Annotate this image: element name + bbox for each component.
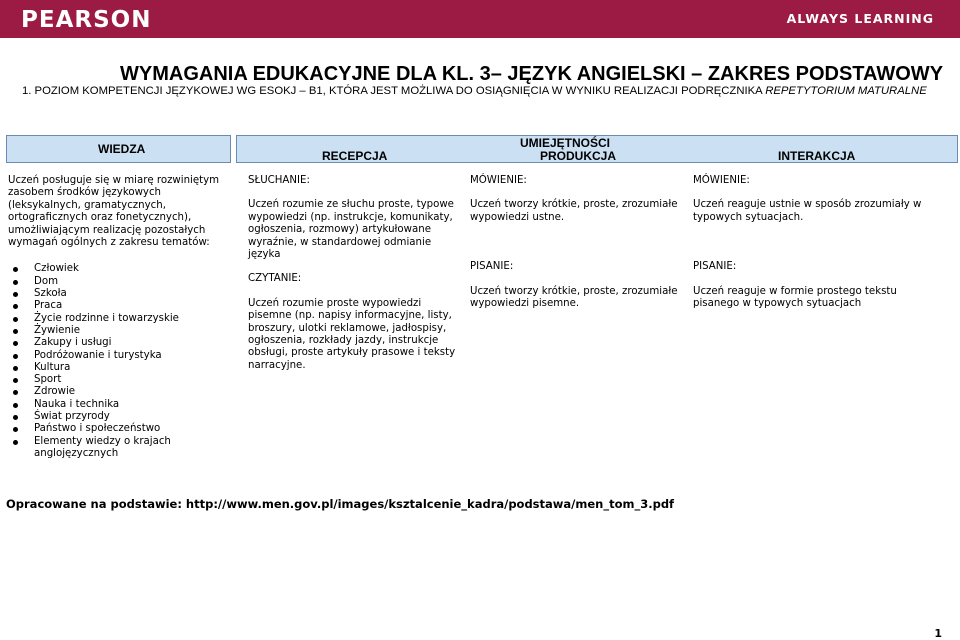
list-item: Elementy wiedzy o krajach anglojęzycznych — [8, 436, 208, 461]
header-umiejetnosci: UMIEJĘTNOŚCI — [520, 136, 611, 150]
page-number: 1 — [934, 627, 942, 640]
produkcja-column — [470, 175, 682, 310]
list-item: Nauka i technika — [8, 399, 208, 411]
interakcja-column — [693, 175, 929, 310]
list-item: Szkoła — [8, 288, 208, 300]
pisanie-interakcja-text: Uczeń reaguje w formie prostego tekstu pisanego w typowych sytuacjach — [693, 285, 897, 310]
subtitle-italic: REPETYTORIUM MATURALNE — [765, 85, 927, 97]
source-footer: Opracowane na podstawie: http://www.men.gov.pl/images/ksztalcenie_kadra/podstawa/men_tom_3.pdf — [6, 497, 675, 511]
mowienie-interakcja-heading: MÓWIENIE: — [693, 175, 750, 186]
header-recepcja: RECEPCJA — [322, 149, 388, 163]
list-item: Życie rodzinne i towarzyskie — [8, 313, 208, 325]
subtitle-text: 1. POZIOM KOMPETENCJI JĘZYKOWEJ WG ESOKJ – B1, KTÓRA JEST MOŻLIWA DO OSIĄGNIĘCIA W WYNIKU REALIZACJI PODRĘCZNIKA — [22, 85, 763, 97]
recepcja-column — [248, 175, 458, 372]
pisanie-text: Uczeń tworzy krótkie, proste, zrozumiałe wypowiedzi pisemne. — [470, 285, 678, 310]
list-item: Sport — [8, 374, 208, 386]
pisanie-heading: PISANIE: — [470, 261, 514, 273]
always-learning-tagline: ALWAYS LEARNING — [786, 11, 934, 26]
mowienie-text: Uczeń tworzy krótkie, proste, zrozumiałe wypowiedzi ustne. — [470, 199, 678, 223]
pearson-logo: PEARSON — [21, 7, 152, 33]
list-item: Żywienie — [8, 325, 208, 337]
list-item: Podróżowanie i turystyka — [8, 350, 208, 362]
list-item: Człowiek — [8, 263, 208, 275]
list-item: Dom — [8, 276, 208, 288]
pisanie-interakcja-heading: PISANIE: — [693, 261, 737, 273]
list-item: Państwo i społeczeństwo — [8, 423, 208, 435]
list-item: Praca — [8, 300, 208, 312]
header-produkcja: PRODUKCJA — [540, 149, 617, 163]
mowienie-interakcja-text: Uczeń reaguje ustnie w sposób zrozumiały w typowych sytuacjach. — [693, 199, 922, 223]
list-item: Świat przyrody — [8, 411, 208, 423]
sluchanie-text: Uczeń rozumie ze słuchu proste, typowe wypowiedzi (np. instrukcje, komunikaty, ogłoszenia, rozmowy) artykułowane wyraźnie, w standardowej odmianie języka — [248, 199, 454, 261]
list-item: Zakupy i usługi — [8, 337, 208, 349]
czytanie-text: Uczeń rozumie proste wypowiedzi pisemne (np. napisy informacyjne, listy, broszury, ulotki reklamowe, jadłospisy, ogłoszenia, rozkłady jazdy, instrukcje obsługi, proste artykuły prasowe i teksty narracyjne. — [248, 297, 456, 371]
topic-list — [8, 263, 208, 460]
header-interakcja: INTERAKCJA — [778, 149, 856, 163]
header-wiedza: WIEDZA — [98, 142, 146, 156]
list-item: Kultura — [8, 362, 208, 374]
pearson-banner — [0, 0, 960, 38]
wiedza-intro: Uczeń posługuje się w miarę rozwiniętym zasobem środków językowych (leksykalnych, gramatycznych, ortograficznych oraz fonetycznych), umożliwiającym realizację pozostałych wymagań ogólnych z zakresu tematów: — [8, 175, 220, 249]
list-item: Zdrowie — [8, 386, 208, 398]
sluchanie-heading: SŁUCHANIE: — [248, 175, 310, 186]
czytanie-heading: CZYTANIE: — [248, 273, 302, 285]
document-title: WYMAGANIA EDUKACYJNE DLA KL. 3– JĘZYK ANGIELSKI – ZAKRES PODSTAWOWY — [120, 63, 944, 85]
wiedza-column — [8, 175, 230, 460]
document-subtitle — [22, 84, 927, 98]
mowienie-heading: MÓWIENIE: — [470, 175, 527, 186]
